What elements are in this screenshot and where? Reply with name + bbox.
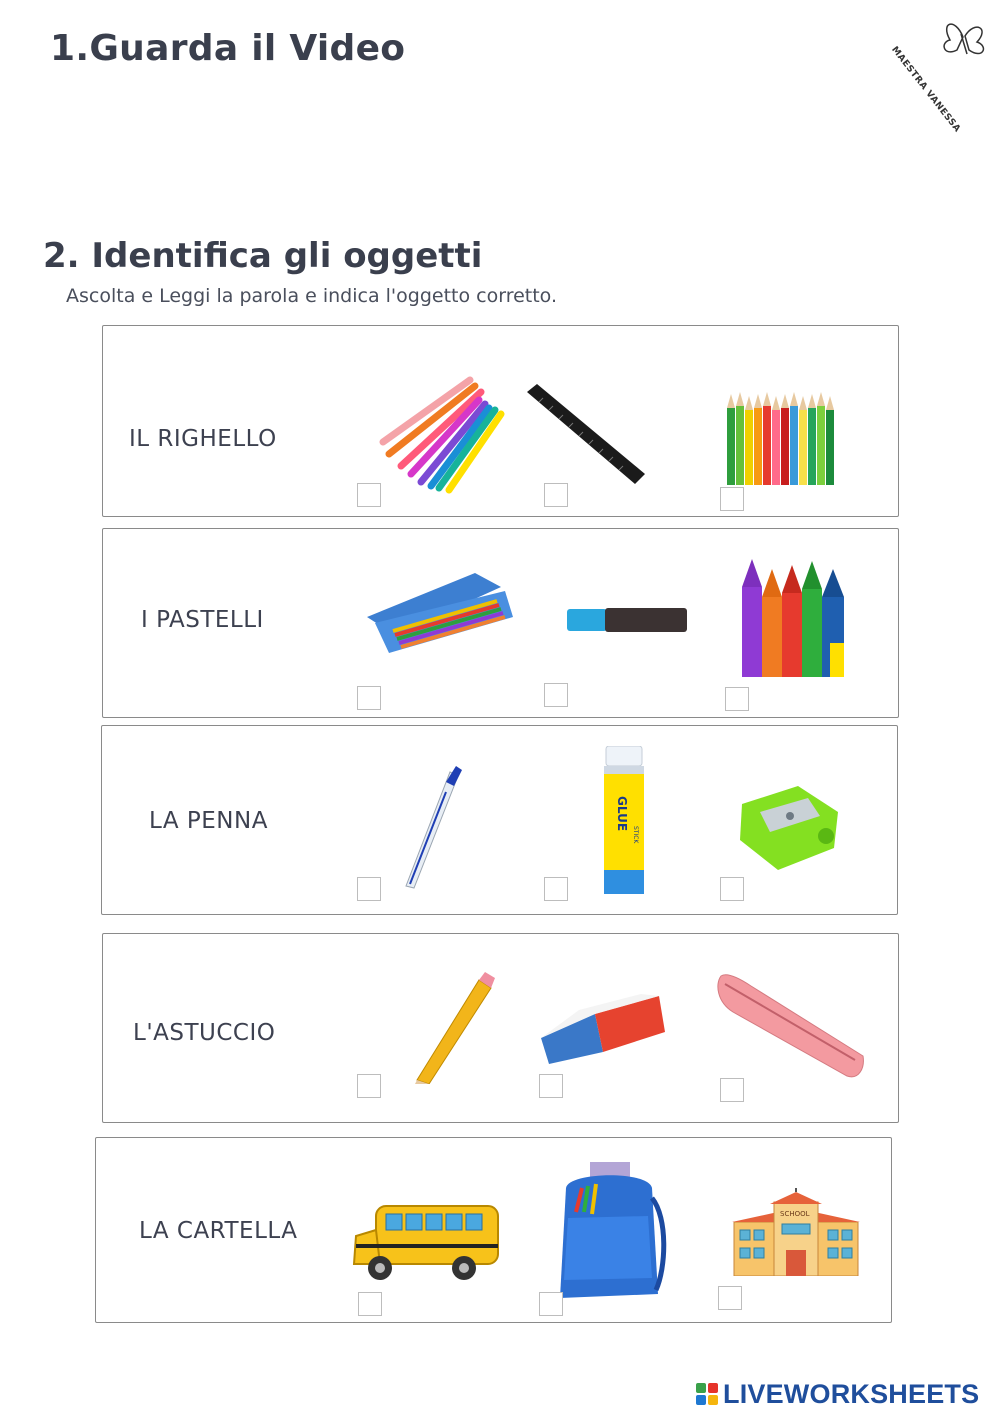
question-row-4	[102, 933, 899, 1123]
ruler-icon	[523, 382, 648, 487]
row-word: I PASTELLI	[141, 607, 264, 633]
liveworksheets-blocks-icon	[696, 1383, 718, 1405]
answer-checkbox-1b[interactable]	[544, 483, 568, 507]
row-word: IL RIGHELLO	[129, 426, 277, 452]
sharpener-icon	[738, 784, 842, 872]
highlighter-icon	[565, 605, 689, 635]
answer-checkbox-4b[interactable]	[539, 1074, 563, 1098]
question-row-1	[102, 325, 899, 517]
row-word: L'ASTUCCIO	[133, 1020, 276, 1046]
answer-checkbox-1c[interactable]	[720, 487, 744, 511]
liveworksheets-logo	[696, 1379, 979, 1409]
answer-checkbox-2a[interactable]	[357, 686, 381, 710]
markers-icon	[375, 374, 505, 494]
butterfly-logo-icon	[895, 12, 995, 107]
pen-icon	[400, 764, 468, 890]
pencil-icon	[413, 972, 499, 1084]
answer-checkbox-5b[interactable]	[539, 1292, 563, 1316]
school-sign: SCHOOL	[780, 1210, 810, 1218]
answer-checkbox-5a[interactable]	[358, 1292, 382, 1316]
answer-checkbox-4c[interactable]	[720, 1078, 744, 1102]
logo-text: MAESTRA VANESSA	[889, 45, 963, 135]
section-2-title: 2. Identifica gli oggetti	[43, 236, 483, 276]
glue-sub-label: STICK	[632, 826, 639, 844]
row-word: LA PENNA	[149, 808, 268, 834]
answer-checkbox-4a[interactable]	[357, 1074, 381, 1098]
glue-stick-icon	[602, 746, 646, 894]
glue-label: GLUE	[615, 796, 629, 832]
backpack-icon	[548, 1158, 668, 1304]
question-row-2	[102, 528, 899, 718]
colored-pencils-icon	[725, 390, 843, 485]
answer-checkbox-3b[interactable]	[544, 877, 568, 901]
question-row-5	[95, 1137, 892, 1323]
row-word: LA CARTELLA	[139, 1218, 298, 1244]
answer-checkbox-2b[interactable]	[544, 683, 568, 707]
liveworksheets-brand: LIVEWORKSHEETS	[723, 1378, 980, 1409]
answer-checkbox-3a[interactable]	[357, 877, 381, 901]
school-building-icon	[732, 1188, 860, 1276]
pencil-pouch-icon	[713, 972, 867, 1082]
eraser-icon	[537, 992, 669, 1066]
answer-checkbox-1a[interactable]	[357, 483, 381, 507]
question-row-3	[101, 725, 898, 915]
answer-checkbox-2c[interactable]	[725, 687, 749, 711]
section-1-title: 1.Guarda il Video	[50, 28, 406, 69]
answer-checkbox-5c[interactable]	[718, 1286, 742, 1310]
section-2-instruction: Ascolta e Leggi la parola e indica l'oggetto corretto.	[66, 285, 558, 307]
pencil-case-open-icon	[365, 565, 515, 660]
answer-checkbox-3c[interactable]	[720, 877, 744, 901]
crayons-icon	[740, 553, 846, 677]
school-bus-icon	[352, 1202, 502, 1286]
